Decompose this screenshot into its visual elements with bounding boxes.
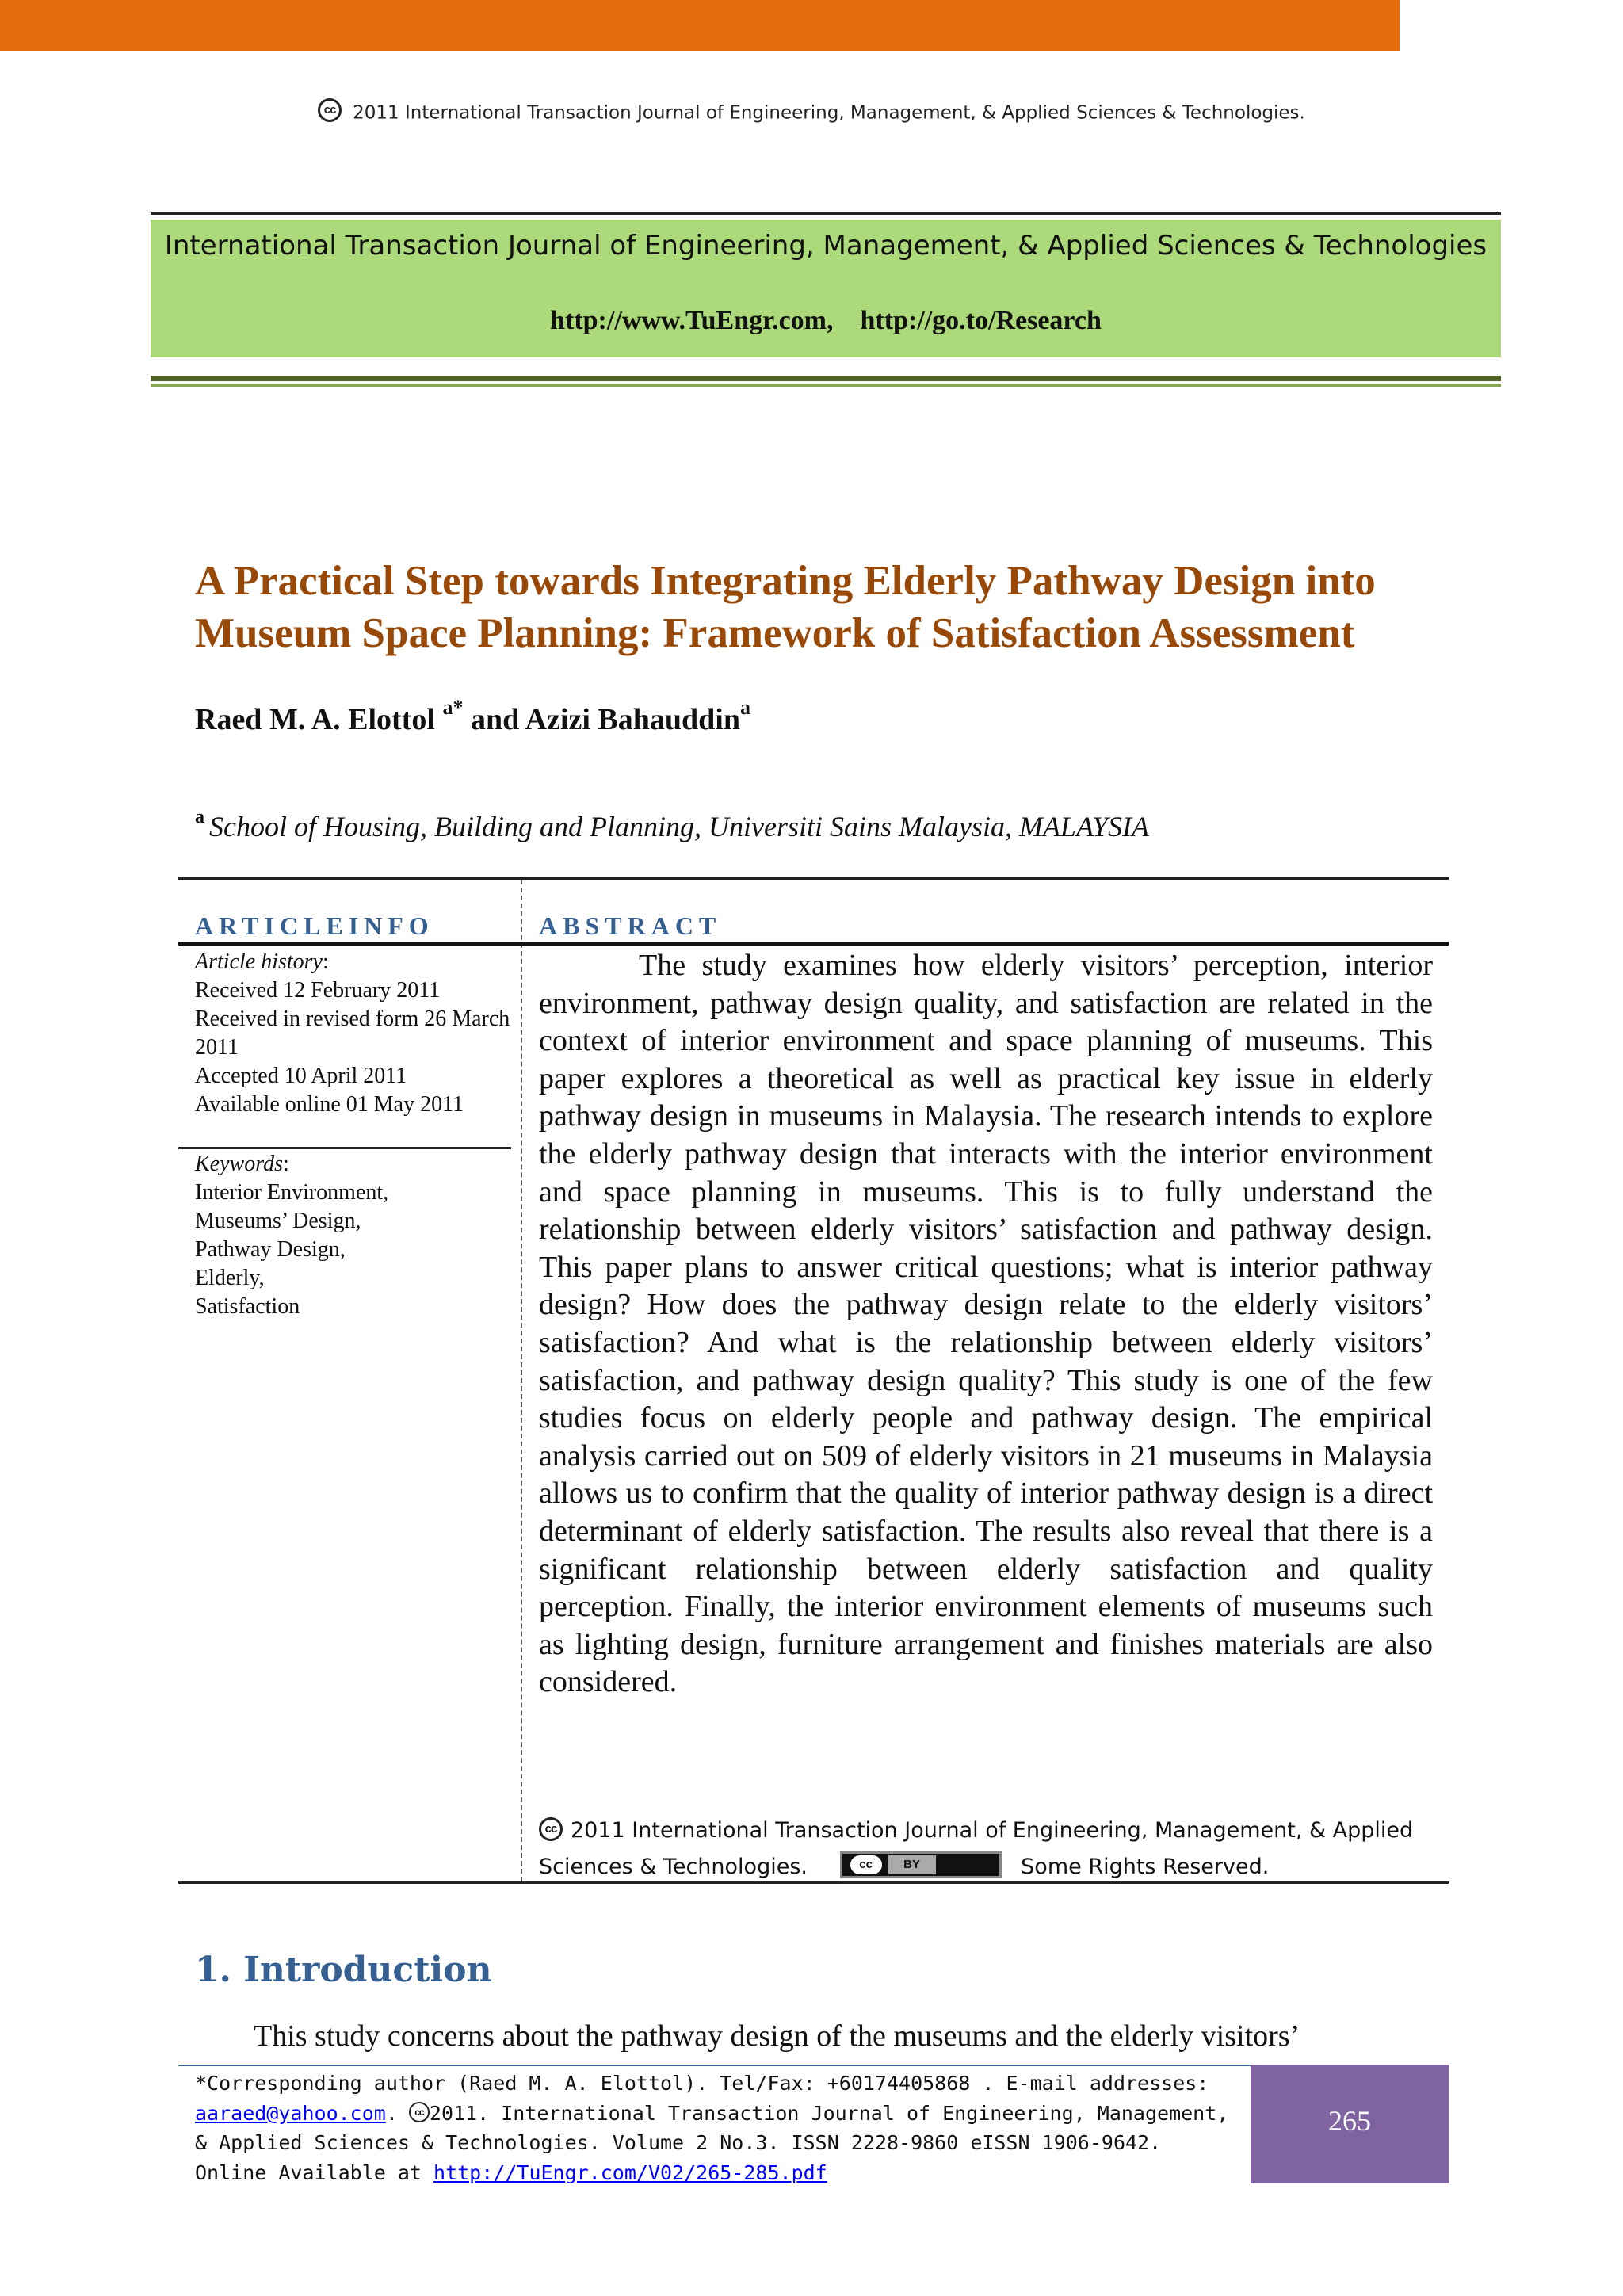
author-superscript: a* [442,696,464,719]
info-heading-rule [178,942,1449,946]
header-rule [151,212,1501,215]
journal-urls[interactable]: http://www.TuEngr.com, http://go.to/Research [550,306,1102,335]
email-link[interactable]: aaraed@yahoo.com [195,2101,386,2125]
abstract-copyright [539,1813,1442,1885]
footnote-line: aaraed@yahoo.com. cc 2011. International Transaction Journal of Engineering, Management, [195,2101,1229,2125]
keyword-item: Elderly, [195,1266,265,1290]
info-top-rule [178,877,1449,880]
banner-rule-dark [151,376,1501,381]
keyword-item: Museums’ Design, [195,1209,361,1233]
keyword-item: Interior Environment, [195,1180,389,1205]
creative-commons-icon: cc [318,98,342,122]
top-orange-bar [0,0,1400,51]
info-bottom-rule [178,1881,1449,1884]
footnote-line [195,2158,1233,2188]
history-item: Accepted 10 April 2011 [195,1064,407,1088]
paper-title: A Practical Step towards Integrating Elderly Pathway Design into Museum Space Planning: Framework of Satisfaction Assessment [195,558,1376,656]
keywords-block [195,1150,512,1321]
creative-commons-icon: cc [409,2102,430,2122]
introduction-heading: 1. Introduction [195,1950,492,1990]
journal-name: International Transaction Journal of Engineering, Management, & Applied Sciences & Technologies [164,230,1487,262]
history-item: Received 12 February 2011 [195,978,441,1003]
cc-by-license-badge[interactable] [840,1851,1002,1878]
abstract-heading: ABSTRACT [539,911,722,940]
creative-commons-icon: cc [539,1817,563,1841]
author-line [195,696,750,737]
abstract-copyright-line [539,1849,1442,1885]
abstract-copyright-text: 2011 International Transaction Journal of Engineering, Management, & Applied [571,1818,1414,1843]
history-label-line: Article history: [195,949,329,974]
header-copyright-text: 2011 International Transaction Journal of Engineering, Management, & Applied Sciences & Technologies. [353,102,1305,124]
banner-rule-light [151,384,1501,387]
footnote-online-label: Online Available at [195,2160,434,2184]
by-badge-label: BY [888,1855,936,1874]
abstract-copyright-text: Sciences & Technologies. [539,1855,808,1879]
affiliation-text: School of Housing, Building and Planning, Universiti Sains Malaysia, MALAYSIA [209,811,1149,842]
header-copyright [0,101,1623,125]
footnote [195,2069,1233,2187]
article-info-heading: ARTICLEINFO [195,911,434,940]
keyword-item: Satisfaction [195,1294,300,1319]
keyword-item: Pathway Design, [195,1237,346,1262]
history-item: Received in revised form 26 March 2011 [195,1007,510,1060]
affiliation-superscript: a [195,807,204,827]
footnote-line: & Applied Sciences & Technologies. Volume 2 No.3. ISSN 2228-9860 eISSN 1906-9642. [195,2131,1162,2154]
footnote-line: *Corresponding author (Raed M. A. Elottol). Tel/Fax: +60174405868 . E-mail addresses: [195,2072,1209,2095]
keywords-label-line: Keywords: [195,1152,289,1176]
article-history [195,948,512,1119]
introduction-text: This study concerns about the pathway design of the museums and the elderly visitors’ [254,2019,1300,2053]
author-name: Azizi Bahauddin [525,703,740,736]
author-superscript: a [740,696,750,719]
author-conjunction: and [470,703,520,736]
paper-pdf-link[interactable]: http://TuEngr.com/V02/265-285.pdf [433,2160,827,2184]
keywords-rule [178,1147,511,1149]
author-name: Raed M. A. Elottol [195,703,435,736]
abstract-copyright-line [539,1813,1442,1849]
history-item: Available online 01 May 2011 [195,1092,464,1117]
abstract-text: The study examines how elderly visitors’ perception, interior environment, pathway design quality, and satisfaction are related in the context of interior environment and space planning of museums. This paper explores a theoretical as well as practical key issue in elderly pathway design in museums in Malaysia. The research intends to explore the elderly pathway design that interacts with the interior environment and space planning in museums. This is to fully understand the relationship between elderly visitors’ satisfaction and pathway design. This paper plans to answer critical questions; what is interior pathway design? How does the pathway design relate to the elderly visitors’ satisfaction? And what is the relationship between elderly visitors’ satisfaction, and pathway design quality? This study is one of the few studies focus on elderly people and pathway design. The empirical analysis carried out on 509 of elderly visitors in 21 museums in Malaysia allows us to confirm that the quality of interior pathway design is a direct determinant of elderly satisfaction. The results also reveal that there is a significant relationship between elderly satisfaction and quality perception. Finally, the interior environment elements of museums such as lighting design, furniture arrangement and finishes materials are also considered. [539,949,1433,1699]
cc-badge-label: cc [850,1855,882,1874]
column-divider [521,880,522,1881]
footnote-copyright: 2011. International Transaction Journal of Engineering, Management, [429,2101,1229,2125]
footnote-rule [178,2065,1252,2066]
page-number: 265 [1328,2105,1371,2137]
keywords-label: Keywords [195,1152,283,1176]
affiliation [195,807,1149,843]
rights-reserved: Some Rights Reserved. [1021,1855,1270,1879]
history-label: Article history [195,949,323,974]
